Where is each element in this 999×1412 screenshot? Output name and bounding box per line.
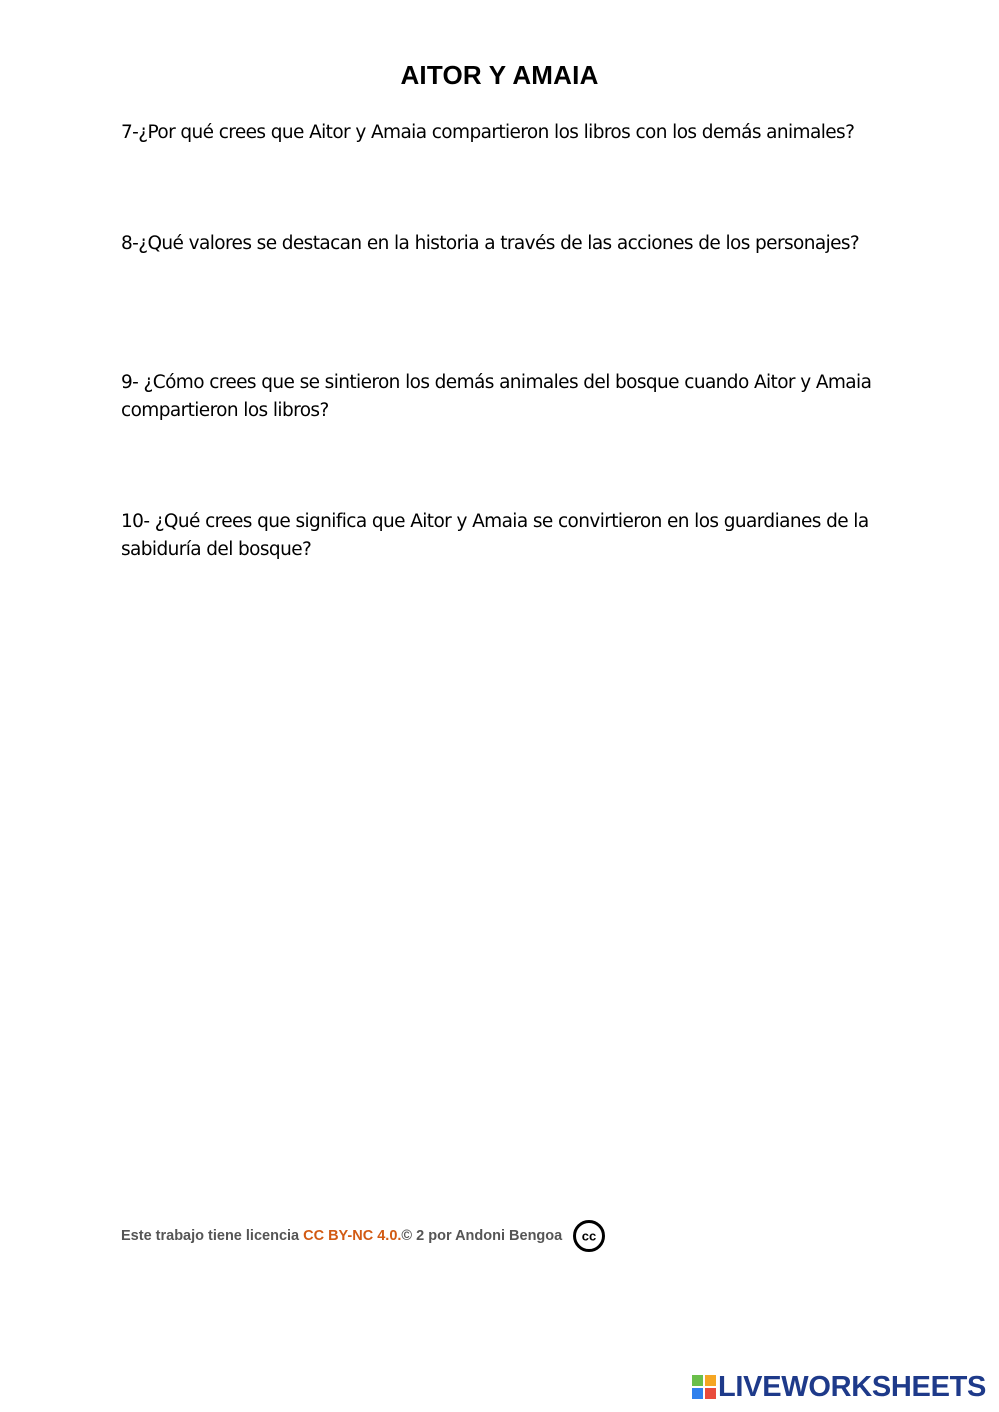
question-7: 7-¿Por qué crees que Aitor y Amaia compartieron los libros con los demás animales? [121,122,855,143]
page-title: AITOR Y AMAIA [400,60,599,90]
question-8: 8-¿Qué valores se destacan en la historia a través de las acciones de los personajes? [121,233,860,254]
license-notice [121,1216,606,1256]
question-10: 10- ¿Qué crees que significa que Aitor y Amaia se convirtieron en los guardianes de la sabiduría del bosque? [121,511,869,560]
license-prefix: Este trabajo tiene licencia [121,1228,300,1244]
license-link[interactable]: CC BY-NC 4.0. [303,1228,402,1244]
brand-name: LIVEWORKSHEETS [718,1370,987,1403]
liveworksheets-logo-icon [692,1375,716,1399]
cc-icon-label: cc [581,1228,597,1244]
creative-commons-icon [572,1219,606,1253]
license-author: © 2 por Andoni Bengoa [401,1228,563,1244]
liveworksheets-brand [692,1372,986,1402]
question-9: 9- ¿Cómo crees que se sintieron los demás animales del bosque cuando Aitor y Amaia compartieron los libros? [121,372,872,421]
